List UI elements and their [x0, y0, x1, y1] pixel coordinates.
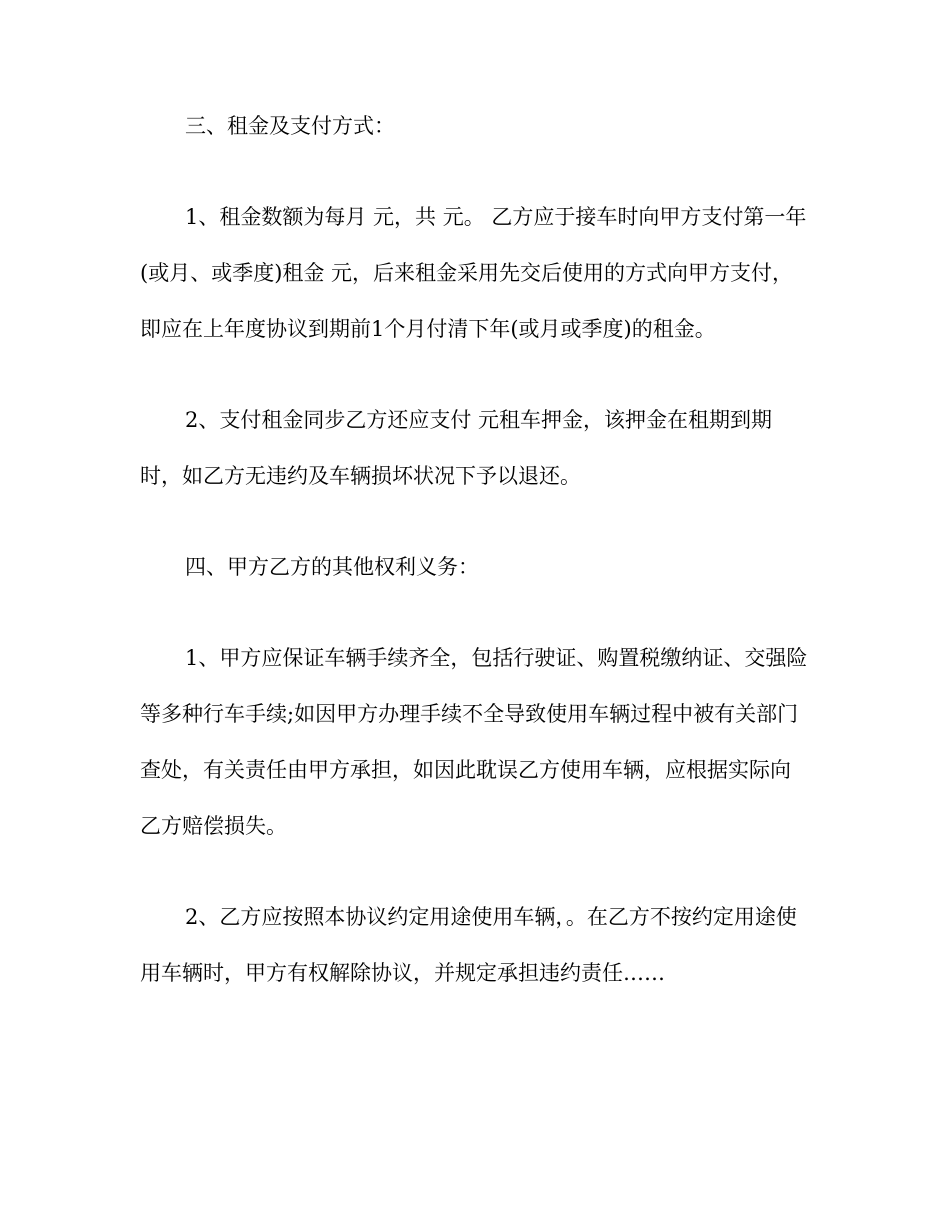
clause-rent-amount: 1、租金数额为每月 元，共 元。 乙方应于接车时向甲方支付第一年(或月、或季度)租金 元，后来租金采用先交后使用的方式向甲方支付，即应在上年度协议到期前1个月付清下年(或月或季度)的租金。 — [140, 205, 807, 341]
clause-deposit: 2、支付租金同步乙方还应支付 元租车押金，该押金在租期到期时，如乙方无违约及车辆损坏状况下予以退还。 — [140, 408, 773, 488]
section-heading-rent-payment: 三、租金及支付方式： — [185, 114, 395, 138]
clause-lessee-usage: 2、乙方应按照本协议约定用途使用车辆，。在乙方不按约定用途使用车辆时，甲方有权解除协议，并规定承担违约责任…… — [140, 905, 797, 985]
section-heading-rights-obligations: 四、甲方乙方的其他权利义务： — [185, 555, 479, 579]
document-body — [140, 98, 808, 1036]
clause-lessor-documents: 1、甲方应保证车辆手续齐全，包括行驶证、购置税缴纳证、交强险等多种行车手续;如因甲方办理手续不全导致使用车辆过程中被有关部门查处，有关责任由甲方承担，如因此耽误乙方使用车辆，应根据实际向乙方赔偿损失。 — [140, 646, 808, 838]
